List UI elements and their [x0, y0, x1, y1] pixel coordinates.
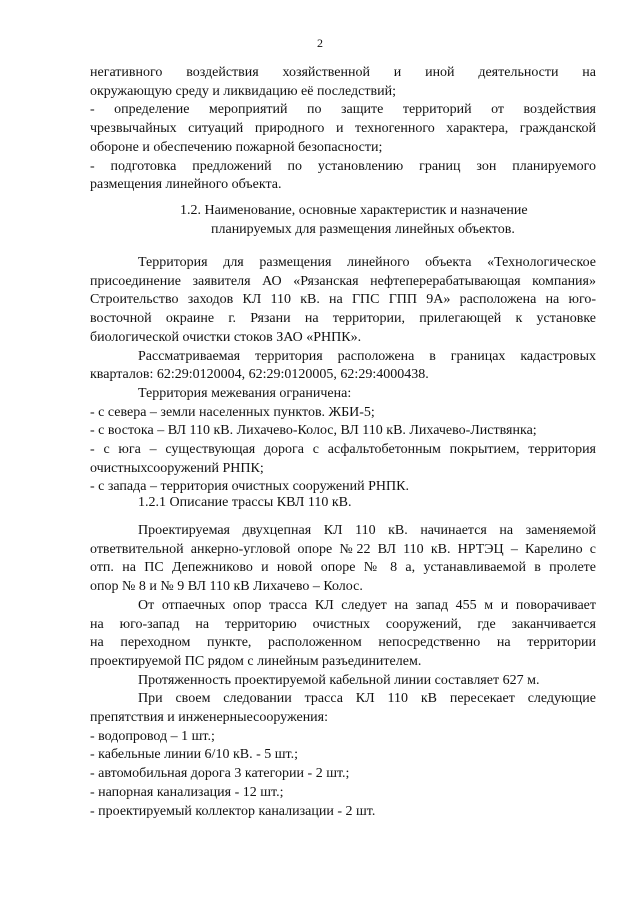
route-line: От отпаечных опор трасса КЛ следует на запад 455 м и поворачивает	[138, 597, 596, 613]
territory-line: присоединение заявителя АО «Рязанская нефтеперерабатывающая компания»	[90, 273, 596, 289]
route-line: ответвительной анкерно-угловой опоре №22 ВЛ 110 кВ. НРТЭЦ – Карелино с	[90, 541, 596, 557]
section-heading-line-1: 1.2. Наименование, основные характеристик и назначение	[180, 203, 528, 218]
territory-line: Территория для размещения линейного объекта «Технологическое	[138, 255, 596, 270]
section-heading-line-2: планируемых для размещения линейных объектов.	[211, 221, 515, 237]
intro-line: - подготовка предложений по установлению границ зон планируемого	[90, 158, 596, 174]
intro-line: обороне и обеспечению пожарной безопасности;	[90, 139, 383, 155]
territory-line: Рассматриваемая территория расположена в границах кадастровых	[138, 348, 596, 364]
route-line: - водопровод – 1 шт.;	[90, 728, 215, 744]
route-line: на юго-запад на территорию очистных сооружений, где заканчивается	[90, 616, 596, 632]
page-number: 2	[317, 36, 323, 50]
territory-line: биологической очистки стоков ЗАО «РНПК».	[90, 329, 362, 345]
intro-line: размещения линейного объекта.	[90, 177, 282, 193]
route-line: препятствия и инженерныесооружения:	[90, 710, 329, 726]
section-heading	[180, 202, 580, 239]
territory-block	[90, 254, 596, 497]
subsection-heading-block	[90, 494, 596, 513]
route-line: - кабельные линии 6/10 кВ. - 5 шт.;	[90, 747, 298, 763]
route-line: При своем следовании трасса КЛ 110 кВ пересекает следующие	[138, 691, 596, 707]
territory-line: - с запада – территория очистных сооружений РНПК.	[90, 479, 409, 495]
route-line: - напорная канализация - 12 шт.;	[90, 784, 284, 800]
intro-line: негативного воздействия хозяйственной и иной деятельности на	[90, 65, 596, 80]
route-line: Протяженность проектируемой кабельной линии составляет 627 м.	[138, 672, 540, 688]
territory-line: - с востока – ВЛ 110 кВ. Лихачево-Колос, ВЛ 110 кВ. Лихачево-Листвянка;	[90, 423, 537, 439]
route-block	[90, 522, 596, 821]
intro-line: чрезвычайных ситуаций природного и техногенного характера, гражданской	[90, 121, 596, 137]
intro-line: - определение мероприятий по защите территорий от воздействия	[90, 102, 596, 118]
intro-block	[90, 64, 596, 195]
territory-line: восточной окраине г. Рязани на территории, прилегающей к установке	[90, 311, 596, 327]
territory-line: - с юга – существующая дорога с асфальтобетонным покрытием, территория	[90, 442, 596, 458]
intro-line: окружающую среду и ликвидацию её последствий;	[90, 83, 396, 99]
territory-line: кварталов: 62:29:0120004, 62:29:0120005, 62:29:4000438.	[90, 367, 429, 383]
route-line: отп. на ПС Депежниково и новой опоре № 8 а, устанавливаемой в пролете	[90, 560, 596, 576]
route-line: опор № 8 и № 9 ВЛ 110 кВ Лихачево – Колос.	[90, 579, 363, 595]
route-line: - автомобильная дорога 3 категории - 2 шт.;	[90, 766, 350, 782]
route-line: на переходном пункте, расположенном непосредственно на территории	[90, 635, 596, 651]
territory-line: очистныхсооружений РНПК;	[90, 460, 264, 476]
route-line: проектируемой ПС рядом с линейным разъединителем.	[90, 653, 422, 669]
territory-line: - с севера – земли населенных пунктов. ЖБИ-5;	[90, 404, 375, 420]
route-line: Проектируемая двухцепная КЛ 110 кВ. начинается на заменяемой	[138, 523, 596, 538]
territory-line: Строительство заходов КЛ 110 кВ. на ГПС ГПП 9А» расположена на юго-	[90, 292, 596, 308]
subsection-heading: 1.2.1 Описание трассы КВЛ 110 кВ.	[138, 495, 352, 510]
route-line: - проектируемый коллектор канализации - 2 шт.	[90, 803, 376, 819]
territory-line: Территория межевания ограничена:	[138, 385, 352, 401]
